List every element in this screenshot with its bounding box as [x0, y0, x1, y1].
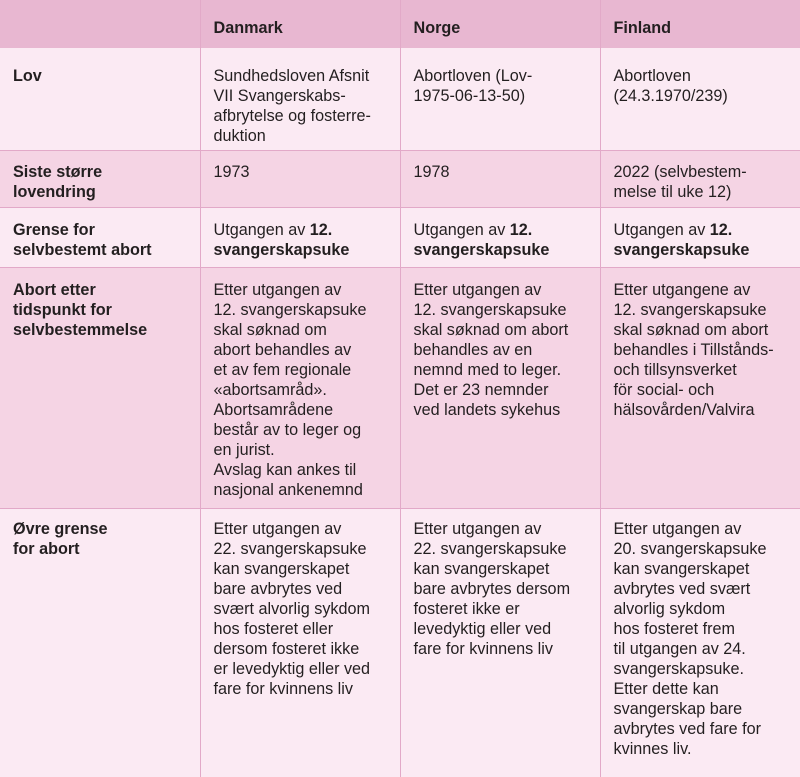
cell-line: svangerskapsuke. [613, 659, 744, 678]
table-row [0, 48, 800, 150]
row-label-line: tidspunkt for [13, 300, 112, 319]
cell-line [214, 240, 387, 260]
row-label-line: Siste større [13, 162, 103, 181]
row-label [0, 150, 200, 207]
cell-line: behandles i Tillstånds- [613, 340, 774, 359]
cell-line: Etter utgangen av [213, 519, 342, 538]
row-label-line: selvbestemt abort [13, 240, 152, 259]
row-label [0, 508, 200, 777]
cell-finland [600, 267, 800, 508]
cell-line: Abortloven (Lov- [413, 67, 533, 85]
cell-line: fosteret ikke er [413, 599, 520, 618]
cell-bold-text: 12. [509, 220, 533, 239]
cell-line [214, 220, 387, 240]
cell-line: för social- och [613, 380, 715, 399]
cell-line: fare for kvinnens liv [413, 639, 553, 658]
cell-line: avbrytes ved fare for [613, 719, 762, 738]
cell-line: Etter utgangene av [613, 280, 751, 299]
cell-danmark [200, 508, 400, 777]
cell-line: «abortsamråd». [213, 380, 327, 399]
cell-line: melse til uke 12) [613, 182, 732, 201]
cell-line: hälsovården/Valvira [613, 400, 755, 419]
cell-line: abort behandles av [213, 340, 352, 359]
cell-line: en jurist. [213, 440, 275, 459]
header-norge: Norge [400, 0, 600, 48]
cell-norge [400, 267, 600, 508]
cell-line: levedyktig eller ved [413, 619, 552, 638]
cell-line: bare avbrytes dersom [413, 579, 571, 598]
cell-line: svært alvorlig sykdom [213, 599, 371, 618]
header-blank [0, 0, 200, 48]
cell-norge [400, 508, 600, 777]
cell-line: Sundhedsloven Afsnit [213, 67, 370, 85]
cell-line: 12. svangerskapsuke [613, 300, 767, 319]
cell-line: kan svangerskapet [613, 559, 750, 578]
row-label [0, 267, 200, 508]
table-row [0, 207, 800, 267]
cell-bold-text: svangerskapsuke [413, 240, 550, 259]
table-row [0, 267, 800, 508]
cell-danmark [200, 150, 400, 207]
cell-line: 12. svangerskapsuke [413, 300, 567, 319]
cell-norge [400, 48, 600, 150]
cell-line: Abortsamrådene [213, 400, 334, 419]
cell-bold-text: svangerskapsuke [613, 240, 750, 259]
cell-line: hos fosteret eller [213, 619, 334, 638]
cell-line: svangerskap bare [613, 699, 743, 718]
cell-line: Abortloven [613, 67, 691, 85]
cell-line: 2022 (selvbestem- [613, 162, 747, 181]
cell-danmark [200, 48, 400, 150]
cell-line: avbrytes ved svært [613, 579, 751, 598]
cell-norge [400, 207, 600, 267]
cell-line: består av to leger og [213, 420, 362, 439]
cell-bold-text: 12. [709, 220, 733, 239]
row-label-line: Lov [13, 67, 42, 85]
cell-line: (24.3.1970/239) [613, 87, 728, 105]
cell-text: Utgangen av [213, 220, 310, 239]
cell-line: nemnd med to leger. [413, 360, 562, 379]
cell-norge [400, 150, 600, 207]
cell-line: 1973 [213, 162, 250, 181]
cell-line: skal søknad om [213, 320, 327, 339]
cell-line [614, 240, 788, 260]
cell-line: behandles av en [413, 340, 533, 359]
cell-line: til utgangen av 24. [613, 639, 746, 658]
cell-line: Etter utgangen av [213, 280, 342, 299]
cell-line: och tillsynsverket [613, 360, 737, 379]
cell-finland [600, 508, 800, 777]
cell-line: dersom fosteret ikke [213, 639, 360, 658]
cell-line: 20. svangerskapsuke [613, 539, 767, 558]
header-finland: Finland [600, 0, 800, 48]
cell-line: afbrytelse og fosterre- [213, 107, 371, 125]
cell-line [614, 220, 788, 240]
cell-line: et av fem regionale [213, 360, 352, 379]
row-label-line: Abort etter [13, 280, 96, 299]
cell-bold-text: svangerskapsuke [213, 240, 350, 259]
cell-line: Etter utgangen av [413, 519, 542, 538]
cell-line: VII Svangerskabs- [213, 87, 346, 105]
cell-line [414, 220, 587, 240]
row-label-line: for abort [13, 539, 80, 558]
cell-line: 1975-06-13-50) [413, 87, 526, 105]
cell-line: skal søknad om abort [413, 320, 569, 339]
cell-bold-text: 12. [309, 220, 333, 239]
cell-danmark [200, 267, 400, 508]
cell-line [414, 240, 587, 260]
cell-line: Det er 23 nemnder [413, 380, 549, 399]
row-label [0, 48, 200, 150]
cell-line: 22. svangerskapsuke [413, 539, 567, 558]
cell-line: alvorlig sykdom [613, 599, 726, 618]
cell-finland [600, 207, 800, 267]
row-label [0, 207, 200, 267]
row-label-line: Øvre grense [13, 519, 108, 538]
cell-line: fare for kvinnens liv [213, 679, 353, 698]
cell-line: Etter utgangen av [413, 280, 542, 299]
cell-finland [600, 48, 800, 150]
table-row [0, 150, 800, 207]
cell-line: 12. svangerskapsuke [213, 300, 367, 319]
cell-line: bare avbrytes ved [213, 579, 343, 598]
cell-text: Utgangen av [413, 220, 510, 239]
cell-line: 22. svangerskapsuke [213, 539, 367, 558]
row-label-line: selvbestemmelse [13, 320, 148, 339]
cell-line: Etter utgangen av [613, 519, 742, 538]
cell-line: duktion [213, 127, 266, 145]
cell-line: kan svangerskapet [213, 559, 350, 578]
cell-finland [600, 150, 800, 207]
cell-line: Etter dette kan [613, 679, 719, 698]
cell-danmark [200, 207, 400, 267]
cell-line: kvinnes liv. [613, 739, 692, 758]
table-row [0, 508, 800, 777]
header-danmark: Danmark [200, 0, 400, 48]
cell-line: nasjonal ankenemnd [213, 480, 363, 499]
cell-text: Utgangen av [613, 220, 710, 239]
cell-line: er levedyktig eller ved [213, 659, 371, 678]
row-label-line: lovendring [13, 182, 96, 201]
cell-line: Avslag kan ankes til [213, 460, 357, 479]
cell-line: kan svangerskapet [413, 559, 550, 578]
cell-line: ved landets sykehus [413, 400, 561, 419]
cell-line: 1978 [413, 162, 450, 181]
header-row [0, 0, 800, 48]
cell-line: skal søknad om abort [613, 320, 769, 339]
row-label-line: Grense for [13, 220, 95, 239]
cell-line: hos fosteret frem [613, 619, 735, 638]
